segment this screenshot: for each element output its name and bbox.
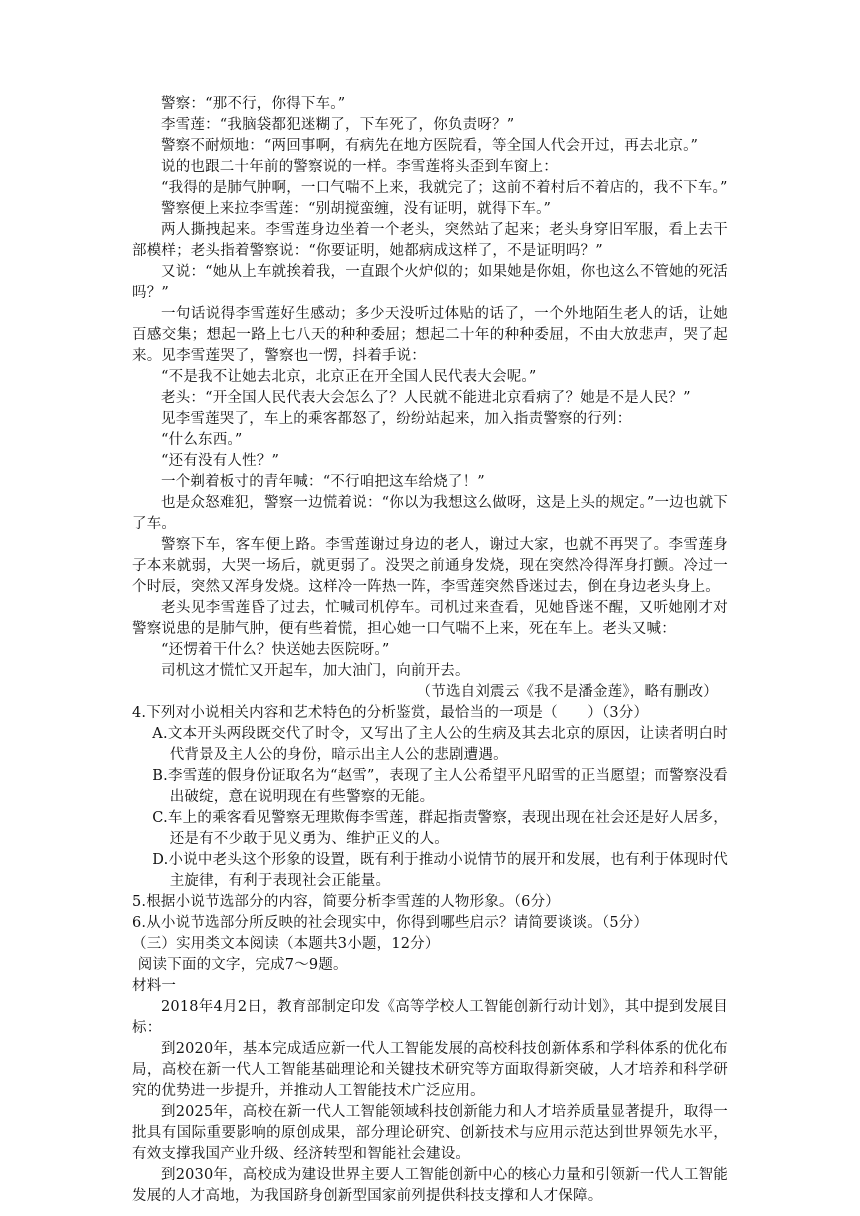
story-paragraph: 警察便上来拉李雪莲：“别胡搅蛮缠，没有证明，就得下车。” — [161, 201, 552, 217]
story-paragraph: 警察下车，客车便上路。李雪莲谢过身边的老人，谢过大家，也就不再哭了。李雪莲身子本来就弱，大哭一场后，就更弱了。没哭之前通身发烧，现在突然冷得浑身打颤。冷过一个时辰，突然又浑身发烧。这样冷一阵热一阵，李雪莲突然昏迷过去，倒在身边老头身上。 — [132, 537, 728, 595]
story-paragraph: 老头见李雪莲昏了过去，忙喊司机停车。司机过来查看，见她昏迷不醒，又听她刚才对警察说患的是肺气肿，便有些着慌，担心她一口气喘不上来，死在车上。老头又喊： — [132, 600, 728, 637]
story-paragraph: 警察：“那不行，你得下车。” — [161, 96, 346, 112]
story-paragraph: “我得的是肺气肿啊，一口气喘不上来，我就完了；这前不着村后不着店的，我不下车。” — [161, 180, 728, 196]
story-paragraph: 两人撕拽起来。李雪莲身边坐着一个老头，突然站了起来；老头身穿旧军服，看上去干部模样；老头指着警察说：“你要证明，她都病成这样了，不是证明吗？” — [132, 222, 728, 259]
story-paragraph: 李雪莲：“我脑袋都犯迷糊了，下车死了，你负责呀？” — [161, 117, 515, 133]
document-page — [132, 94, 728, 1207]
question-4-option-c: C.车上的乘客看见警察无理欺侮李雪莲，群起指责警察，表现出现在社会还是好人居多，还是有不少敢于见义勇为、维护正义的人。 — [152, 810, 728, 847]
question-4-option-a: A.文本开头两段既交代了时令，又写出了主人公的生病及其去北京的原因，让读者明白时代背景及主人公的身份，暗示出主人公的悲剧遭遇。 — [152, 726, 728, 763]
story-paragraph: “什么东西。” — [161, 432, 243, 448]
question-6: 6.从小说节选部分所反映的社会现实中，你得到哪些启示？请简要谈谈。（5分） — [132, 915, 649, 931]
story-paragraph: 说的也跟二十年前的警察说的一样。李雪莲将头歪到车窗上： — [161, 159, 558, 175]
question-4-option-b: B.李雪莲的假身份证取名为“赵雪”，表现了主人公希望平凡昭雪的正当愿望；而警察没看出破绽，意在说明现在有些警察的无能。 — [152, 768, 728, 805]
question-4-stem: 4.下列对小说相关内容和艺术特色的分析鉴赏，最恰当的一项是（ ）（3分） — [132, 705, 649, 721]
section-heading: （三）实用类文本阅读（本题共3小题，12分） — [132, 936, 440, 952]
reading-instruction: 阅读下面的文字，完成7～9题。 — [137, 957, 348, 973]
question-5: 5.根据小说节选部分的内容，简要分析李雪莲的人物形象。（6分） — [132, 894, 561, 910]
story-paragraph: 见李雪莲哭了，车上的乘客都怒了，纷纷站起来，加入指责警察的行列： — [161, 411, 632, 427]
story-paragraph: 老头：“开全国人民代表大会怎么了？人民就不能进北京看病了？她是不是人民？” — [161, 390, 691, 406]
story-paragraph: “不是我不让她去北京，北京正在开全国人民代表大会呢。” — [161, 369, 537, 385]
story-paragraph: 又说：“她从上车就挨着我，一直跟个火炉似的；如果她是你姐，你也这么不管她的死活吗？” — [132, 264, 728, 301]
question-4-option-d: D.小说中老头这个形象的设置，既有利于推动小说情节的展开和发展，也有利于体现时代主旋律，有利于表现社会正能量。 — [152, 852, 728, 889]
material-paragraph: 到2025年，高校在新一代人工智能领域科技创新能力和人才培养质量显著提升，取得一批具有国际重要影响的原创成果，部分理论研究、创新技术与应用示范达到世界领先水平，有效支撑我国产业升级、经济转型和智能社会建设。 — [132, 1104, 728, 1162]
story-paragraph: 司机这才慌忙又开起车，加大油门，向前开去。 — [161, 663, 470, 679]
story-paragraph: “还愣着干什么？快送她去医院呀。” — [161, 642, 390, 658]
source-citation: （节选自刘震云《我不是潘金莲》，略有删改） — [416, 684, 718, 700]
material-paragraph: 到2020年，基本完成适应新一代人工智能发展的高校科技创新体系和学科体系的优化布局，高校在新一代人工智能基础理论和关键技术研究等方面取得新突破，人才培养和科学研究的优势进一步提升，并推动人工智能技术广泛应用。 — [132, 1041, 728, 1099]
material-paragraph: 2018年4月2日，教育部制定印发《高等学校人工智能创新行动计划》，其中提到发展目标： — [132, 999, 728, 1036]
story-paragraph: 一个剃着板寸的青年喊：“不行咱把这车给烧了！” — [161, 474, 485, 490]
material-label: 材料一 — [132, 978, 177, 994]
story-paragraph: 警察不耐烦地：“两回事啊，有病先在地方医院看，等全国人代会开过，再去北京。” — [161, 138, 699, 154]
story-paragraph: 一句话说得李雪莲好生感动；多少天没听过体贴的话了，一个外地陌生老人的话，让她百感交集；想起一路上七八天的种种委屈；想起二十年的种种委屈，不由大放悲声，哭了起来。见李雪莲哭了，警察也一愣，抖着手说： — [132, 306, 728, 364]
story-paragraph: 也是众怒难犯，警察一边慌着说：“你以为我想这么做呀，这是上头的规定。”一边也就下了车。 — [132, 495, 728, 532]
story-paragraph: “还有没有人性？” — [161, 453, 280, 469]
material-paragraph: 到2030年，高校成为建设世界主要人工智能创新中心的核心力量和引领新一代人工智能发展的人才高地，为我国跻身创新型国家前列提供科技支撑和人才保障。 — [132, 1167, 728, 1204]
